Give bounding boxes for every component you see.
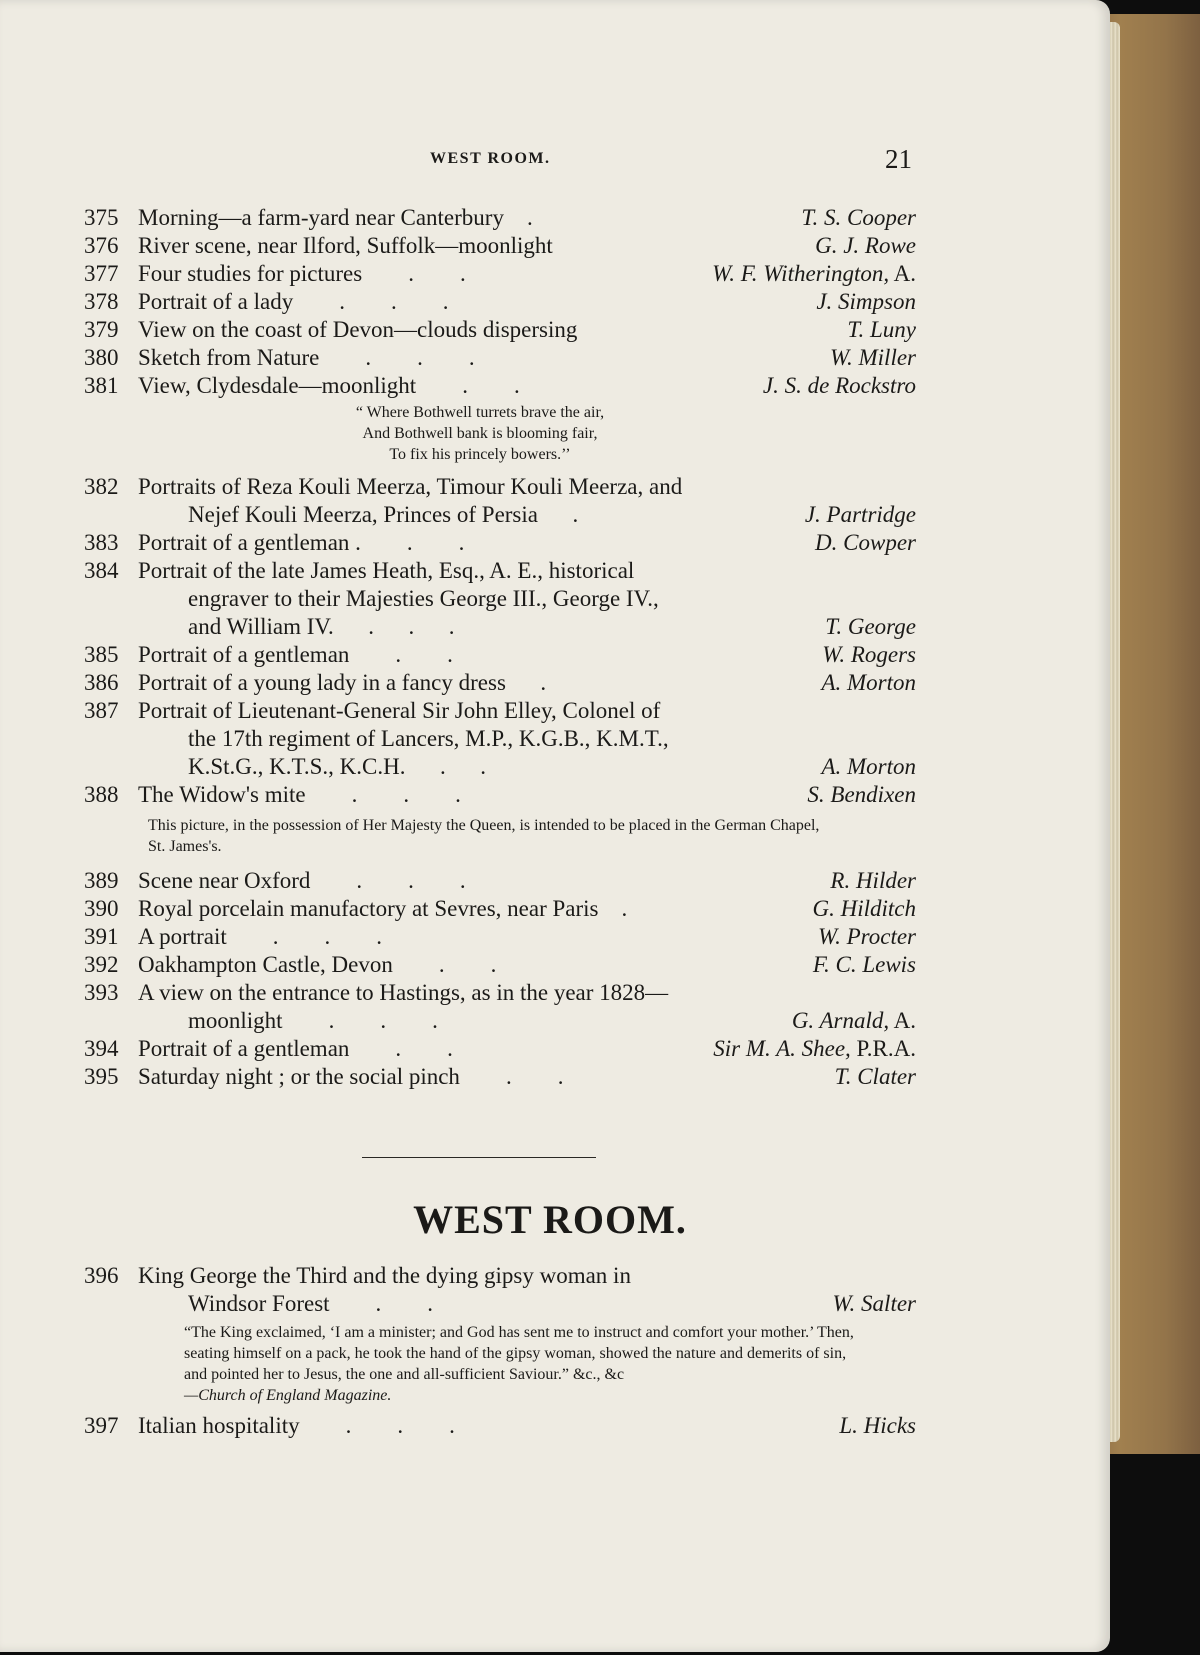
leader-dots: . .	[416, 373, 520, 398]
artist-name-text: W. Procter	[818, 924, 916, 949]
entry-line	[84, 895, 916, 923]
verse-line: To fix his princely bowers.’’	[389, 446, 571, 463]
entry-title: Four studies for pictures . .	[138, 261, 466, 286]
artist-name	[713, 1035, 916, 1063]
entry-number: 397	[84, 1413, 119, 1438]
entry-title: King George the Third and the dying gipsy woman in	[138, 1263, 631, 1288]
artist-name-text: L. Hicks	[839, 1413, 916, 1438]
entry-title: and William IV. . . .	[188, 614, 455, 639]
entry-line	[84, 641, 916, 669]
entry-number: 391	[84, 924, 119, 949]
entry-line	[84, 923, 916, 951]
verse-quote	[84, 400, 916, 473]
artist-name	[830, 867, 916, 895]
artist-name-text: W. Miller	[829, 345, 916, 370]
entry-title: The Widow's mite . . .	[138, 782, 461, 807]
entry-line	[84, 1035, 916, 1063]
artist-rank: A.	[889, 1008, 916, 1033]
entry-number: 393	[84, 980, 119, 1005]
entry-title: Scene near Oxford . . .	[138, 868, 466, 893]
entry-note: This picture, in the possession of Her Majesty the Queen, is intended to be placed in the German Chapel, St. James's.	[148, 817, 820, 855]
entry-title: Saturday night ; or the social pinch . .	[138, 1064, 564, 1089]
artist-name	[835, 1063, 916, 1091]
artist-name	[830, 344, 916, 372]
catalogue-entry	[84, 641, 916, 669]
artist-name	[792, 1007, 916, 1035]
page-number: 21	[885, 144, 912, 174]
leader-dots: . .	[349, 642, 453, 667]
entry-number: 383	[84, 530, 119, 555]
entry-quote	[84, 1318, 916, 1412]
entry-line	[84, 1007, 916, 1035]
artist-name-text: A. Morton	[821, 754, 916, 779]
entry-number: 384	[84, 558, 119, 583]
artist-name	[839, 1412, 916, 1440]
artist-name	[825, 613, 916, 641]
artist-name-text: S. Bendixen	[807, 782, 916, 807]
section-entries	[84, 1262, 916, 1440]
catalogue-entry	[84, 895, 916, 923]
leader-dots: .	[505, 670, 547, 695]
entry-line	[84, 669, 916, 697]
entry-number: 381	[84, 373, 119, 398]
catalogue-entry	[84, 781, 916, 809]
entry-title: View, Clydesdale—moonlight . .	[138, 373, 520, 398]
artist-name-text: A. Morton	[821, 670, 916, 695]
entry-line	[84, 951, 916, 979]
entry-title: engraver to their Majesties George III., George IV.,	[188, 586, 659, 611]
leader-dots: . .	[349, 1036, 453, 1061]
entry-number: 396	[84, 1263, 119, 1288]
artist-name-text: T. S. Cooper	[801, 205, 916, 230]
catalogue-entry	[84, 288, 916, 316]
catalogue-entry	[84, 1063, 916, 1091]
entry-title: K.St.G., K.T.S., K.C.H. . .	[188, 754, 486, 779]
section-title: WEST ROOM.	[413, 1197, 687, 1242]
leader-dots: . .	[405, 754, 486, 779]
entry-line	[84, 1063, 916, 1091]
artist-name-text: T. Clater	[834, 1064, 916, 1089]
entry-line	[84, 557, 916, 585]
entry-line	[84, 1262, 916, 1290]
artist-name	[821, 669, 916, 697]
entry-line	[84, 725, 916, 753]
catalogue-entry	[84, 344, 916, 372]
entry-line	[84, 473, 916, 501]
catalogue-entry	[84, 316, 916, 344]
entry-line	[84, 613, 916, 641]
leader-dots: . .	[329, 1291, 434, 1316]
catalogue-entry	[84, 951, 916, 979]
leader-dots: . . .	[282, 1008, 438, 1033]
catalogue-entry	[84, 697, 916, 781]
entry-title: the 17th regiment of Lancers, M.P., K.G.B., K.M.T.,	[188, 726, 669, 751]
artist-name-text: F. C. Lewis	[812, 952, 916, 977]
entry-number: 390	[84, 896, 119, 921]
entry-line	[84, 344, 916, 372]
entry-title: Portrait of a gentleman . . .	[138, 530, 465, 555]
artist-name-text: G. Arnald,	[791, 1008, 890, 1033]
artist-name	[822, 641, 916, 669]
entry-number: 376	[84, 233, 119, 258]
catalogue-entry	[84, 1262, 916, 1318]
entry-line	[84, 529, 916, 557]
entry-title: Sketch from Nature . . .	[138, 345, 475, 370]
entry-line	[84, 585, 916, 613]
artist-name-text: D. Cowper	[815, 530, 916, 555]
artist-name	[763, 372, 916, 400]
artist-name	[815, 232, 916, 260]
entry-title: A portrait . . .	[138, 924, 383, 949]
leader-dots: .	[598, 896, 628, 921]
entry-line	[84, 979, 916, 1007]
leader-dots: . . .	[305, 782, 461, 807]
entry-line	[84, 1290, 916, 1318]
entry-title: Oakhampton Castle, Devon . .	[138, 952, 497, 977]
leader-dots: .	[538, 502, 579, 527]
leader-dots: .	[503, 205, 533, 230]
entry-number: 382	[84, 474, 119, 499]
entry-line	[84, 260, 916, 288]
catalogue-entries	[84, 204, 916, 1091]
artist-name	[833, 1290, 917, 1318]
entry-title: Morning—a farm-yard near Canterbury .	[138, 205, 533, 230]
catalogue-entry	[84, 867, 916, 895]
artist-name-text: T. Luny	[847, 317, 916, 342]
artist-name	[816, 288, 916, 316]
entry-title: Portrait of a gentleman . .	[138, 642, 453, 667]
entry-title: Windsor Forest . .	[188, 1291, 434, 1316]
entry-number: 392	[84, 952, 119, 977]
entry-number: 395	[84, 1064, 119, 1089]
catalogue-entry	[84, 372, 916, 400]
entry-title: Portrait of Lieutenant-General Sir John Elley, Colonel of	[138, 698, 661, 723]
entry-number: 394	[84, 1036, 119, 1061]
catalogue-entry	[84, 204, 916, 232]
catalogue-entry	[84, 473, 916, 529]
section-divider	[362, 1157, 596, 1158]
entry-line	[84, 867, 916, 895]
entry-title: Portrait of a gentleman . .	[138, 1036, 453, 1061]
leader-dots: . .	[362, 261, 466, 286]
artist-name	[712, 260, 916, 288]
entry-title: Italian hospitality . . .	[138, 1413, 455, 1438]
artist-name-text: G. Hilditch	[812, 896, 916, 921]
entry-line	[84, 501, 916, 529]
artist-rank: A.	[889, 261, 916, 286]
quote-text: “The King exclaimed, ‘I am a minister; and God has sent me to instruct and comfort your mother.’ Then, seating himself on a pack, he took the hand of the gipsy woman, showed the nature and demerits of sin, and pointed her to Jesus, the one and all-sufficient Saviour.” &c., &c	[184, 1324, 854, 1383]
artist-name	[815, 529, 916, 557]
quote-source: —Church of England Magazine.	[184, 1387, 392, 1404]
entry-title: Portrait of a lady . . .	[138, 289, 449, 314]
catalogue-entry	[84, 260, 916, 288]
catalogue-entry	[84, 529, 916, 557]
entry-number: 387	[84, 698, 119, 723]
entry-number: 389	[84, 868, 119, 893]
catalogue-entry	[84, 979, 916, 1035]
catalogue-entry	[84, 1412, 916, 1440]
artist-name	[813, 895, 917, 923]
entry-line	[84, 781, 916, 809]
artist-name	[807, 781, 916, 809]
artist-name-text: J. S. de Rockstro	[762, 373, 916, 398]
entry-title: Portrait of a young lady in a fancy dress .	[138, 670, 547, 695]
entry-number: 380	[84, 345, 119, 370]
leader-dots: . .	[392, 952, 497, 977]
artist-name	[813, 951, 916, 979]
catalogue-entry	[84, 923, 916, 951]
catalogue-entry	[84, 669, 916, 697]
entry-line	[84, 204, 916, 232]
entry-line	[84, 232, 916, 260]
catalogue-entry	[84, 232, 916, 260]
entry-line	[84, 1412, 916, 1440]
entry-title: View on the coast of Devon—clouds dispersing	[138, 317, 578, 342]
artist-name	[847, 316, 916, 344]
entry-number: 388	[84, 782, 119, 807]
entry-line	[84, 316, 916, 344]
entry-title: Nejef Kouli Meerza, Princes of Persia .	[188, 502, 579, 527]
entry-title: Portraits of Reza Kouli Meerza, Timour Kouli Meerza, and	[138, 474, 683, 499]
entry-number: 375	[84, 205, 119, 230]
entry-number: 379	[84, 317, 119, 342]
artist-name-text: W. Salter	[832, 1291, 916, 1316]
entry-title: Royal porcelain manufactory at Sevres, near Paris .	[138, 896, 628, 921]
leader-dots: . .	[360, 530, 465, 555]
artist-name-text: R. Hilder	[830, 868, 916, 893]
entry-line	[84, 288, 916, 316]
verse-line: “ Where Bothwell turrets brave the air,	[355, 404, 605, 421]
entry-number: 377	[84, 261, 119, 286]
entry-title: A view on the entrance to Hastings, as in the year 1828—	[138, 980, 669, 1005]
artist-name	[821, 753, 916, 781]
entry-line	[84, 372, 916, 400]
entry-number: 378	[84, 289, 119, 314]
leader-dots: . .	[459, 1064, 564, 1089]
artist-name-text: J. Partridge	[804, 502, 916, 527]
entry-title: River scene, near Ilford, Suffolk—moonlight	[138, 233, 553, 258]
artist-name	[801, 204, 916, 232]
verse-line: And Bothwell bank is blooming fair,	[362, 425, 598, 442]
artist-name-text: Sir M. A. Shee,	[713, 1036, 851, 1061]
catalogue-entry	[84, 1035, 916, 1063]
artist-name-text: W. F. Witherington,	[712, 261, 890, 286]
artist-name	[805, 501, 916, 529]
leader-dots: . . .	[319, 345, 475, 370]
entry-line	[84, 753, 916, 781]
leader-dots: . . .	[226, 924, 383, 949]
artist-name-text: J. Simpson	[816, 289, 916, 314]
artist-rank: P.R.A.	[850, 1036, 916, 1061]
entry-number: 386	[84, 670, 119, 695]
leader-dots: . . .	[310, 868, 466, 893]
catalogue-entry	[84, 557, 916, 641]
artist-name-text: T. George	[825, 614, 916, 639]
artist-name	[818, 923, 916, 951]
artist-name-text: G. J. Rowe	[815, 233, 916, 258]
leader-dots: . . .	[333, 614, 455, 639]
entry-title: moonlight . . .	[188, 1008, 438, 1033]
running-head: WEST ROOM.	[430, 150, 551, 167]
artist-name-text: W. Rogers	[822, 642, 916, 667]
entry-line	[84, 697, 916, 725]
entry-title: Portrait of the late James Heath, Esq., A. E., historical	[138, 558, 635, 583]
leader-dots: . . .	[299, 1413, 455, 1438]
entry-number: 385	[84, 642, 119, 667]
leader-dots: . . .	[293, 289, 449, 314]
